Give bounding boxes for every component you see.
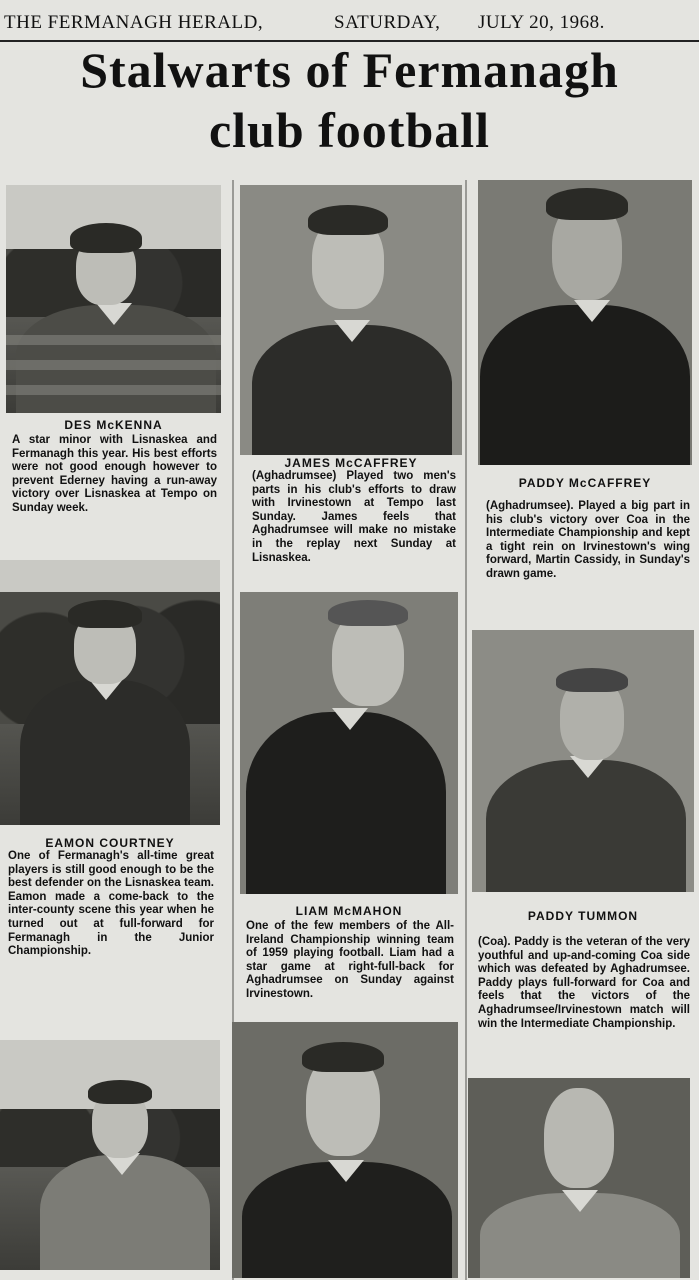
masthead-date: JULY 20, 1968. (478, 12, 605, 33)
name-liam-mcmahon: LIAM McMAHON (295, 904, 403, 918)
headline-line-1: Stalwarts of Fermanagh (80, 42, 619, 98)
masthead (0, 6, 699, 42)
caption-eamon-courtney: One of Fermanagh's all-time great players is still good enough to be the best defender on the Lisnaskea team. Eamon made a come-back to the inter-county scene this year when he turned out at full-forward for Fermanagh in the Junior Championship. (8, 850, 214, 958)
name-paddy-tummon: PADDY TUMMON (527, 909, 639, 923)
masthead-day: SATURDAY, (334, 12, 441, 33)
column-rule (465, 180, 467, 1280)
caption-paddy-mccaffrey: (Aghadrumsee). Played a big part in his club's victory over Coa in the Intermediate Championship and kept a tight rein on Irvinestown's wing forward, Martin Cassidy, in Sunday's drawn game. (486, 500, 690, 580)
photo-eamon-courtney (0, 560, 220, 825)
photo-player-bottom-left (0, 1040, 220, 1270)
photo-james-mccaffrey (240, 185, 462, 455)
photo-des-mckenna (6, 185, 221, 413)
photo-paddy-tummon (472, 630, 694, 892)
caption-james-mccaffrey: (Aghadrumsee) Played two men's parts in his club's efforts to draw with Irvinestown at Tempo last Sunday. James feels that Aghadrumsee will make no mistake in the replay next Sunday at Lisnaskea. (252, 470, 456, 564)
photo-player-bottom-middle (232, 1022, 458, 1278)
caption-des-mckenna: A star minor with Lisnaskea and Fermanagh this year. His best efforts were not good enough however to prevent Ederney having a run-away victory over Lisnaskea at Tempo on Sunday week. (12, 434, 217, 514)
name-eamon-courtney: EAMON COURTNEY (45, 836, 175, 850)
masthead-paper: THE FERMANAGH HERALD, (4, 12, 264, 33)
caption-paddy-tummon: (Coa). Paddy is the veteran of the very youthful and up-and-coming Coa side which was defeated by Aghadrumsee. Paddy plays full-forward for Coa and feels that the victors of the Aghadrumsee/Irvinestown match will win the Intermediate Championship. (478, 936, 690, 1030)
name-paddy-mccaffrey: PADDY McCAFFREY (518, 476, 652, 490)
photo-paddy-mccaffrey (478, 180, 692, 465)
name-des-mckenna: DES McKENNA (64, 418, 163, 432)
name-james-mccaffrey: JAMES McCAFFREY (284, 456, 418, 470)
photo-player-bottom-right (468, 1078, 690, 1278)
photo-liam-mcmahon (240, 592, 458, 894)
headline-line-2: club football (208, 102, 491, 158)
headline (0, 40, 699, 160)
caption-liam-mcmahon: One of the few members of the All-Ireland Championship winning team of 1959 playing football. Liam had a star game at right-full-back for Aghadrumsee on Sunday against Irvinestown. (246, 920, 454, 1000)
